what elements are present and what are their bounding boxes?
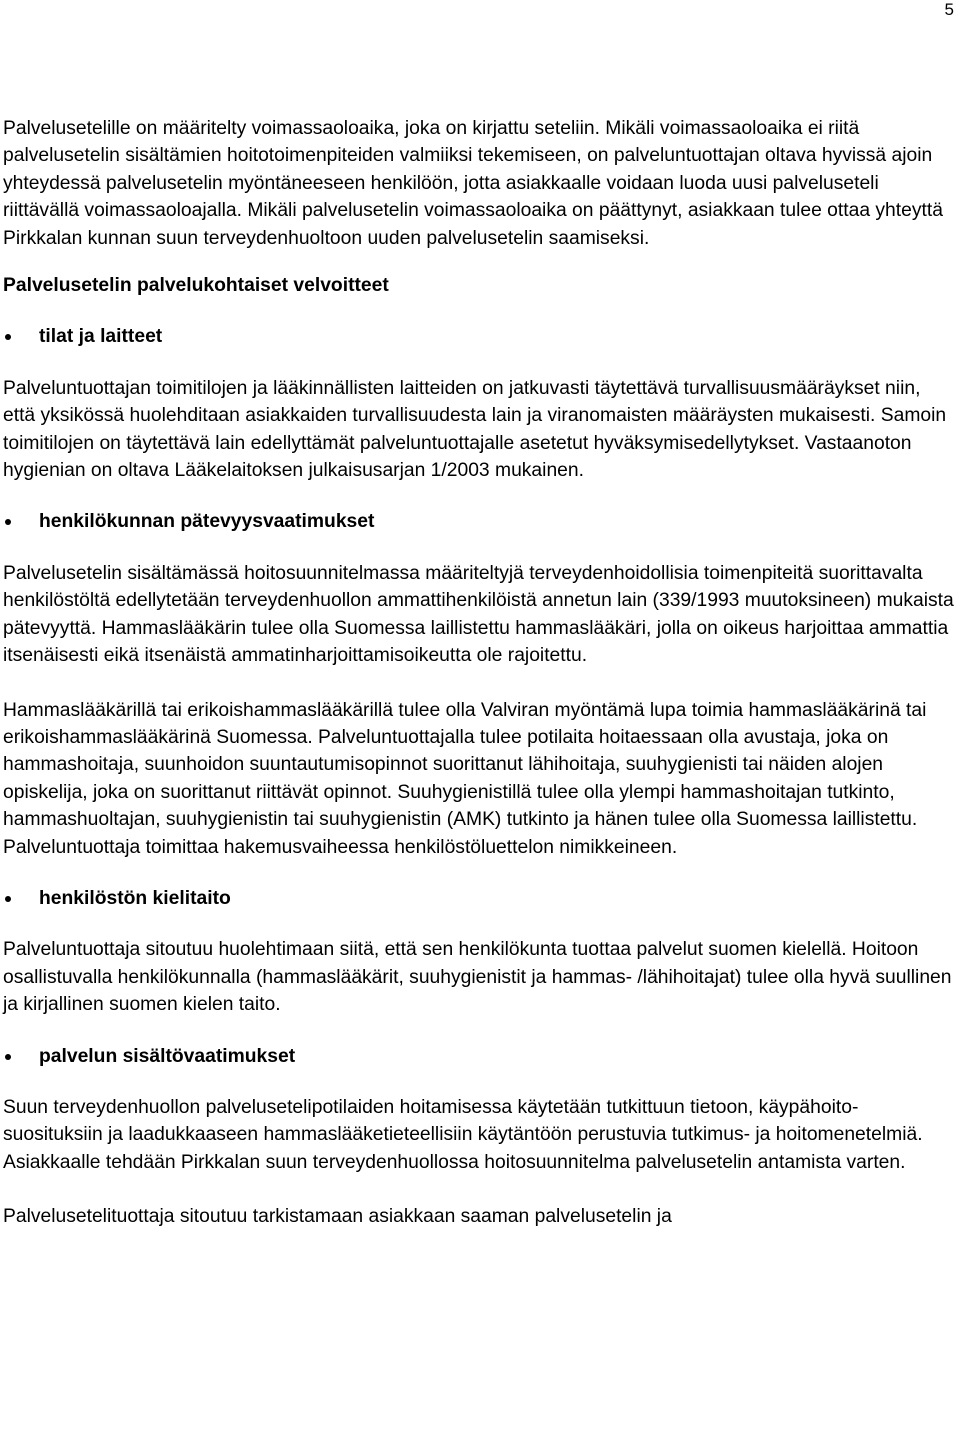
bullet-dot-icon [5, 519, 11, 525]
paragraph-sisalto: Suun terveydenhuollon palvelusetelipotilaiden hoitamisessa käytetään tutkittuun tietoon, käypähoito-suosituksiin ja laadukkaaseen hammaslääketieteellisiin käytäntöön perustuvia tutkimus- ja hoitomenetelmiä. Asiakkaalle tehdään Pirkkalan suun terveydenhuollossa hoitosuunnitelma palvelusetelin antamista varten. [3, 1096, 923, 1173]
bullet-dot-icon [5, 334, 11, 340]
bullet-dot-icon [5, 1054, 11, 1060]
bullet-sisalto [3, 1043, 955, 1070]
bullet-label: tilat ja laitteet [39, 326, 163, 348]
paragraph-kielitaito: Palveluntuottaja sitoutuu huolehtimaan siitä, että sen henkilökunta tuottaa palvelut suomen kielellä. Hoitoon osallistuvalla henkilökunnalla (hammaslääkärit, suuhygienistit ja hammas- /lähihoitajat) tulee olla hyvä suullinen ja kirjallinen suomen kielen taito. [3, 939, 952, 1016]
section-heading: Palvelusetelin palvelukohtaiset velvoitteet [3, 275, 389, 297]
paragraph-last: Palvelusetelituottaja sitoutuu tarkistamaan asiakkaan saaman palvelusetelin ja [3, 1206, 672, 1228]
bullet-dot-icon [5, 896, 11, 902]
paragraph-henkilokunta-1: Palvelusetelin sisältämässä hoitosuunnitelmassa määriteltyjä terveydenhoidollisia toimenpiteitä suorittavalta henkilöstöltä edellytetään terveydenhuollon ammattihenkilöistä annetun lain (339/1993 muutoksineen) mukaista pätevyyttä. Hammaslääkärin tulee olla Suomessa laillistettu hammaslääkäri, jolla on oikeus harjoittaa ammattia itsenäisesti eikä itsenäistä ammatinharjoittamisoikeutta ole rajoitettu. [3, 562, 954, 667]
bullet-label: henkilökunnan pätevyysvaatimukset [39, 511, 375, 533]
paragraph-henkilokunta-2: Hammaslääkärillä tai erikoishammaslääkärillä tulee olla Valviran myöntämä lupa toimia hammaslääkärinä tai erikoishammaslääkärinä Suomessa. Palveluntuottajalla tulee potilaita hoitaessaan olla avustaja, joka on hammashoitaja, suunhoidon suuntautumisopinnot suorittanut lähihoitaja, suuhygienisti tai näiden alojen opiskelija, joka on suorittanut riittävät opinnot. Suuhygienistillä tulee olla ylempi hammashoitajan tutkinto, hammashuoltajan, suuhygienistin tai suuhygienistin (AMK) tutkinto ja hänen tulee olla Suomessa laillistettu. Palveluntuottaja toimittaa hakemusvaiheessa henkilöstöluettelon nimikkeineen. [3, 699, 927, 858]
paragraph-tilat: Palveluntuottajan toimitilojen ja lääkinnällisten laitteiden on jatkuvasti täytettävä turvallisuusmääräykset niin, että yksikössä huolehditaan asiakkaiden turvallisuudesta lain ja viranomaisten määräysten mukaisesti. Samoin toimitilojen on täytettävä lain edellyttämät palveluntuottajalle asetetut hyväksymisedellytykset. Vastaanoton hygienian on oltava Lääkelaitoksen julkaisusarjan 1/2003 mukainen. [3, 377, 947, 482]
page-number: 5 [944, 0, 954, 19]
bullet-label: palvelun sisältövaatimukset [39, 1045, 296, 1067]
document-body [3, 115, 955, 1231]
paragraph-intro: Palvelusetelille on määritelty voimassaoloaika, joka on kirjattu seteliin. Mikäli voimassaoloaika ei riitä palvelusetelin sisältämien hoitotoimenpiteiden valmiiksi tekemiseen, on palveluntuottajan oltava hyvissä ajoin yhteydessä palvelusetelin myöntäneeseen henkilöön, jotta asiakkaalle voidaan luoda uusi palveluseteli riittävällä voimassaoloajalla. Mikäli palvelusetelin voimassaoloaika on päättynyt, asiakkaan tulee ottaa yhteyttä Pirkkalan kunnan suun terveydenhuoltoon uuden palvelusetelin saamiseksi. [3, 118, 943, 249]
bullet-tilat [3, 323, 955, 350]
bullet-kielitaito [3, 885, 955, 912]
bullet-henkilokunta [3, 508, 955, 535]
bullet-label: henkilöstön kielitaito [39, 887, 231, 909]
